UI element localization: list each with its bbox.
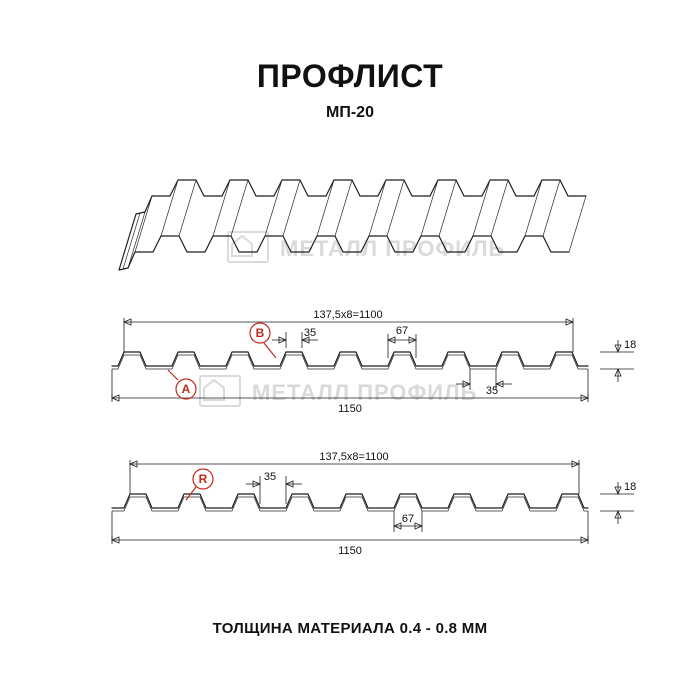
bottom-profile-view — [112, 451, 636, 557]
callout-r-label: R — [198, 472, 208, 486]
dim-height-top: 18 — [624, 339, 637, 351]
dim-rib-35-bottom: 35 — [263, 471, 277, 483]
callout-b-label: B — [255, 326, 265, 340]
dim-rib-67-bottom: 67 — [401, 513, 415, 525]
callout-b — [250, 323, 276, 358]
dimension-height-bottom — [600, 481, 636, 524]
callout-a-label: A — [181, 382, 191, 396]
dimension-rib-35-bottom — [246, 471, 302, 504]
dim-rib-35-right-top: 35 — [485, 385, 499, 397]
svg-text:МЕТАЛЛ ПРОФИЛЬ: МЕТАЛЛ ПРОФИЛЬ — [280, 236, 506, 261]
callout-a — [168, 370, 196, 399]
dimension-working-width-top — [124, 309, 573, 352]
watermark-top-view — [200, 376, 477, 406]
dim-working-width-bottom: 137,5х8=1100 — [319, 451, 389, 463]
dim-total-width-top: 1150 — [338, 403, 362, 415]
dimension-height-top — [600, 339, 636, 382]
material-thickness-note: ТОЛЩИНА МАТЕРИАЛА 0.4 - 0.8 ММ — [212, 620, 488, 637]
svg-text:МЕТАЛЛ ПРОФИЛЬ: МЕТАЛЛ ПРОФИЛЬ — [252, 380, 478, 405]
dimension-rib-67-bottom — [394, 511, 422, 532]
callout-r — [186, 469, 213, 500]
dim-total-width-bottom: 1150 — [338, 545, 362, 557]
page-title: ПРОФЛИСТ — [256, 58, 444, 94]
dim-rib-35-left-top: 35 — [303, 327, 317, 339]
dim-rib-67-top: 67 — [395, 325, 409, 337]
dim-height-bottom: 18 — [624, 481, 637, 493]
dimension-rib-67-top — [388, 325, 416, 358]
dimension-total-width-bottom — [112, 511, 588, 557]
dim-working-width-top: 137,5х8=1100 — [313, 309, 383, 321]
dimension-rib-35-left-top — [272, 327, 318, 348]
model-label: МП-20 — [326, 104, 374, 121]
